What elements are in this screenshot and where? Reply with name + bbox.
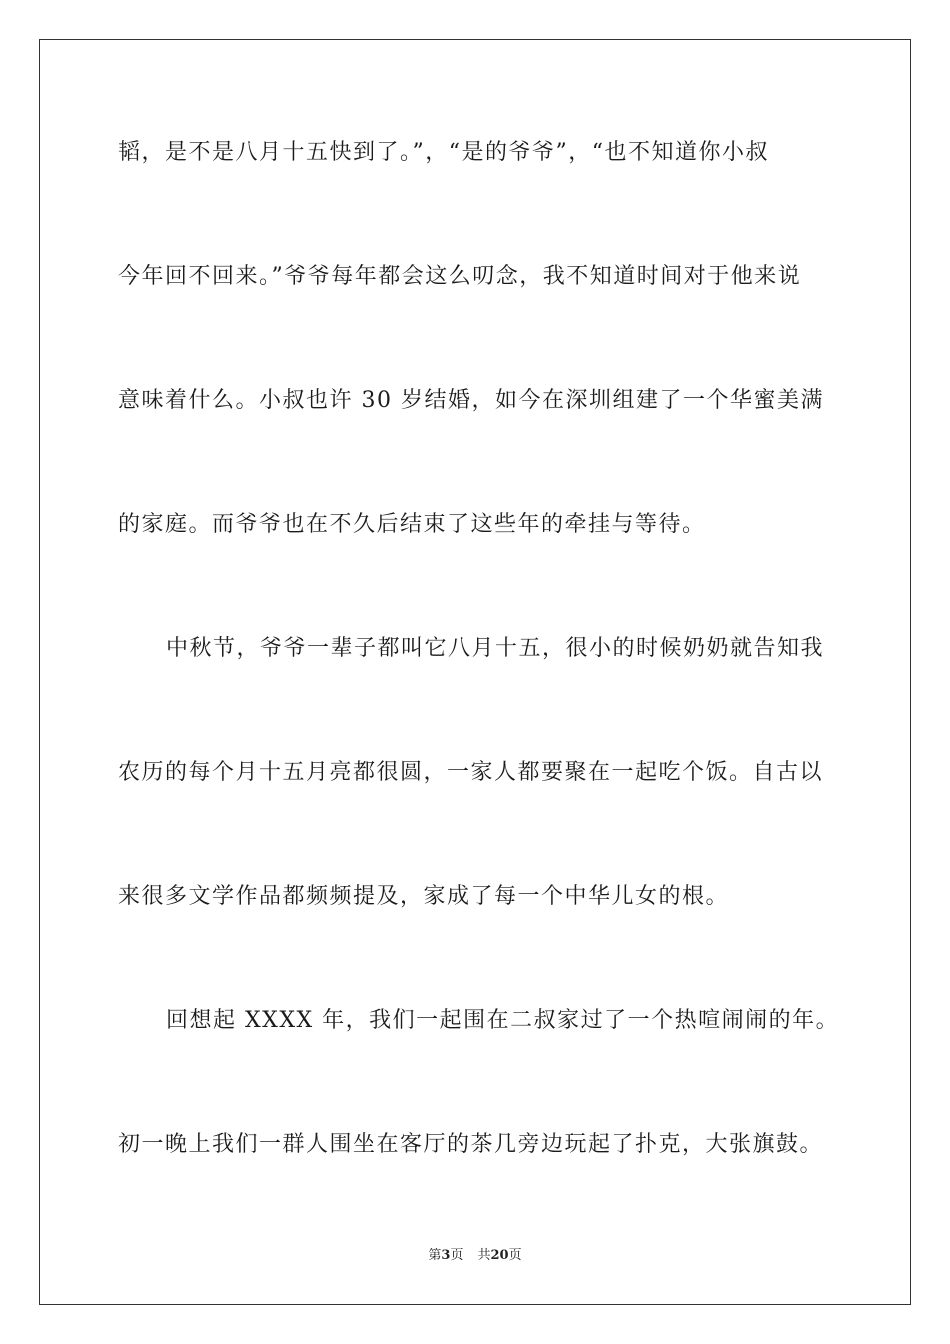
body-text-line-3: 意味着什么。小叔也许 30 岁结婚，如今在深圳组建了一个华蜜美满	[118, 388, 824, 413]
body-text-line-9: 初一晚上我们一群人围坐在客厅的茶几旁边玩起了扑克，大张旗鼓。	[118, 1132, 824, 1157]
total-suffix: 页	[508, 1248, 522, 1263]
body-text-line-2: 今年回不回来。”爷爷每年都会这么叨念，我不知道时间对于他来说	[118, 264, 802, 289]
body-text-line-4: 的家庭。而爷爷也在不久后结束了这些年的牵挂与等待。	[118, 512, 706, 537]
page-border	[39, 39, 911, 1305]
body-text-line-5: 中秋节，爷爷一辈子都叫它八月十五，很小的时候奶奶就告知我	[166, 636, 825, 661]
body-text-line-8: 回想起 XXXX 年，我们一起围在二叔家过了一个热喧闹闹的年。	[166, 1008, 840, 1033]
page-prefix: 第	[428, 1248, 442, 1263]
total-pages: 20	[490, 1248, 509, 1263]
total-prefix: 共	[477, 1248, 491, 1263]
body-text-line-1: 韬，是不是八月十五快到了。”，“是的爷爷”，“也不知道你小叔	[118, 140, 769, 165]
body-text-line-6: 农历的每个月十五月亮都很圆，一家人都要聚在一起吃个饭。自古以	[118, 760, 824, 785]
page-footer	[0, 1247, 950, 1265]
page-suffix: 页	[450, 1248, 464, 1263]
body-text-line-7: 来很多文学作品都频频提及，家成了每一个中华儿女的根。	[118, 884, 730, 909]
page-number: 3	[441, 1248, 451, 1263]
